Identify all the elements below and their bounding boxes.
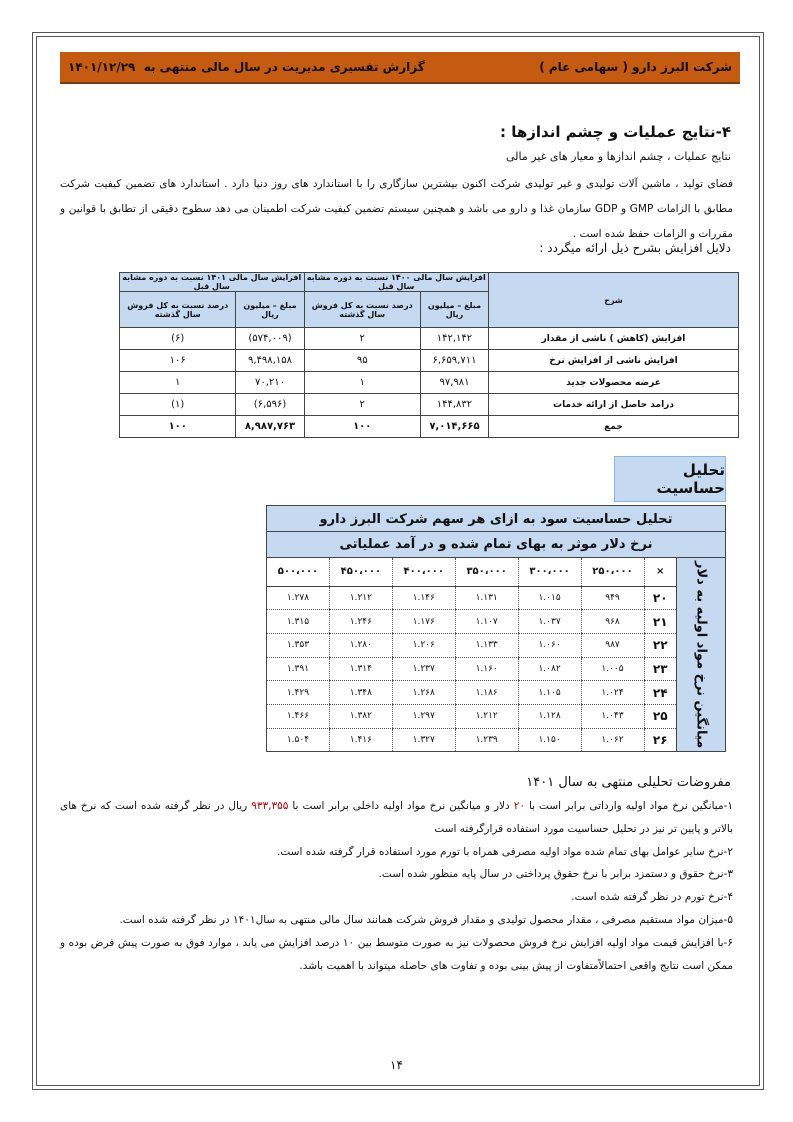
assumptions-list (60, 795, 733, 977)
sensitivity-cell: ۹۶۸ (581, 610, 644, 634)
sensitivity-cell: ۹۸۷ (581, 633, 644, 657)
sensitivity-cell: ۹۴۹ (581, 586, 644, 610)
sensitivity-cell: ۱.۱۳۳ (455, 633, 518, 657)
row-header: ۲۳ (644, 657, 676, 681)
sensitivity-cell: ۱.۳۱۵ (267, 610, 330, 634)
table-row: افزایش ناشی از افزایش نرخ ۶,۶۵۹,۷۱۱ ۹۵ ۹,۴۹۸,۱۵۸ ۱۰۶ (120, 350, 739, 372)
table-row (267, 657, 677, 681)
col-header: ۴۵۰،۰۰۰ (329, 558, 392, 586)
col-desc: شرح (489, 273, 739, 328)
col-header: ۵۰۰،۰۰۰ (267, 558, 330, 586)
usd-rate: ۲۰ (513, 800, 525, 812)
sensitivity-cell: ۱.۲۰۶ (392, 633, 455, 657)
sensitivity-cell: ۱.۳۸۲ (329, 704, 392, 728)
company-name: شرکت البرز دارو ( سهامی عام ) (539, 60, 732, 74)
col-amount-1401: مبلغ – میلیون ریال (236, 292, 304, 328)
row-header: ۲۰ (644, 586, 676, 610)
table-row (267, 633, 677, 657)
sensitivity-cell: ۱.۰۱۵ (518, 586, 581, 610)
group-1400: افزایش سال مالی ۱۴۰۰ نسبت به دوره مشابه سال قبل (304, 273, 488, 292)
page-header (60, 52, 740, 84)
assumption-item: ۴-نرخ تورم در نظر گرفته شده است. (571, 891, 733, 904)
sensitivity-row-axis (676, 558, 726, 752)
assumption-item: ۵-میزان مواد مستقیم مصرفی ، مقدار محصول تولیدی و مقدار فروش شرکت همانند سال مالی منتهی به سال۱۴۰۱ در نظر گرفته شده است. (119, 913, 733, 926)
sensitivity-header-row (267, 558, 677, 586)
sensitivity-cell: ۱.۲۴۶ (329, 610, 392, 634)
table-row (267, 586, 677, 610)
increase-table (119, 272, 739, 438)
sensitivity-cell: ۱.۱۲۸ (518, 704, 581, 728)
sensitivity-cell: ۱.۲۷۸ (267, 586, 330, 610)
row-header: ۲۱ (644, 610, 676, 634)
sensitivity-row-axis-title: میانگین نرخ مواد اولیه به دلار (693, 561, 709, 749)
assumption-item: ۱-میانگین نرخ مواد اولیه وارداتی برابر است با ۲۰ دلار و میانگین نرخ مواد اولیه داخلی برابر است با ۹۳۳,۳۵۵ ریال در نظر گرفته شده است که نرخ های بالاتر و پایین تر نیز در تحلیل حساسیت مورد استفاده قرارگرفته است (60, 800, 734, 835)
sensitivity-cell: ۱.۰۴۳ (581, 704, 644, 728)
sensitivity-cell: ۱.۳۱۴ (329, 657, 392, 681)
col-amount-1400: مبلغ – میلیون ریال (420, 292, 488, 328)
table-row: درامد حاصل از ارائه خدمات ۱۴۴,۸۳۲ ۲ (۶,۵۹۶) (۱) (120, 394, 739, 416)
reasons-intro: دلایل افزایش بشرح ذیل ارائه میگردد : (539, 241, 731, 255)
row-header: ۲۶ (644, 728, 676, 752)
report-title: گزارش تفسیری مدیریت در سال مالی منتهی به ۱۴۰۱/۱۲/۲۹ (68, 60, 425, 74)
sensitivity-cell: ۱.۳۹۱ (267, 657, 330, 681)
sensitivity-cell: ۱.۱۵۰ (518, 728, 581, 752)
col-header: ۴۰۰،۰۰۰ (392, 558, 455, 586)
sensitivity-cell: ۱.۳۲۷ (392, 728, 455, 752)
sensitivity-cell: ۱.۴۲۹ (267, 681, 330, 705)
section-paragraph: فضای تولید ، ماشین آلات تولیدی و غیر تولیدی شرکت اکنون بیشترین سازگاری را با استاندارد های روز دنیا دارد . استاندارد های تضمین کیفیت شرکت مطابق با الزامات GMP و GDP سازمان غذا و دارو می باشد و همچنین سیستم تضمین کیفیت شرکت اطمینان می دهد سطوح دقیقی از تطابق با قوانین و مقررات و الزامات حفظ شده است . (60, 178, 734, 240)
col-percent-1400: درصد نسبت به کل فروش سال گذشته (304, 292, 420, 328)
sensitivity-grid (266, 558, 676, 752)
sensitivity-cell: ۱.۲۸۰ (329, 633, 392, 657)
corner-cell: × (644, 558, 676, 586)
page-number: ۱۴ (390, 1058, 403, 1072)
sensitivity-cell: ۱.۱۰۵ (518, 681, 581, 705)
col-percent-1401: درصد نسبت به کل فروش سال گذشته (120, 292, 236, 328)
sensitivity-cell: ۱.۱۸۶ (455, 681, 518, 705)
sensitivity-cell: ۱.۲۳۹ (455, 728, 518, 752)
sensitivity-cell: ۱.۱۰۷ (455, 610, 518, 634)
group-1401: افزایش سال مالی ۱۴۰۱ نسبت به دوره مشابه سال قبل (120, 273, 305, 292)
sensitivity-cell: ۱.۱۴۶ (392, 586, 455, 610)
col-header: ۳۵۰،۰۰۰ (455, 558, 518, 586)
row-header: ۲۴ (644, 681, 676, 705)
sensitivity-cell: ۱.۲۱۲ (329, 586, 392, 610)
table-row: افزایش (کاهش ) ناشی از مقدار ۱۴۲,۱۴۲ ۲ (۵۷۴,۰۰۹) (۶) (120, 328, 739, 350)
assumption-item: ۲-نرخ سایر عوامل بهای تمام شده مواد اولیه مصرفی همراه با تورم مورد استفاده قرار گرفته شده است. (277, 845, 733, 858)
section-subtitle: نتایج عملیات ، چشم اندازها و معیار های غیر مالی (505, 150, 731, 163)
table-row (267, 728, 677, 752)
sensitivity-cell: ۱.۰۲۴ (581, 681, 644, 705)
sensitivity-cell: ۱.۰۶۰ (518, 633, 581, 657)
sensitivity-cell: ۱.۲۶۸ (392, 681, 455, 705)
sensitivity-title-box: تحلیل حساسیت (614, 456, 726, 502)
assumption-item: ۶-با افزایش قیمت مواد اولیه افزایش نرخ فروش محصولات نیز به صورت متوسط بین ۱۰ درصد افزایش می یابد ، موارد فوق به صورت پیش فرض بوده و ممکن است نتایج واقعی احتمالاًمتفاوت از پیش بینی بوده و تفاوت های حاصله میتواند با اهمیت باشد. (60, 936, 733, 972)
sensitivity-cell: ۱.۰۰۵ (581, 657, 644, 681)
sensitivity-cell: ۱.۱۶۰ (455, 657, 518, 681)
col-header: ۲۵۰،۰۰۰ (581, 558, 644, 586)
sensitivity-cell: ۱.۲۹۷ (392, 704, 455, 728)
report-date: ۱۴۰۱/۱۲/۲۹ (68, 60, 136, 74)
col-header: ۳۰۰،۰۰۰ (518, 558, 581, 586)
assumptions-title: مفروضات تحلیلی منتهی به سال ۱۴۰۱ (526, 775, 731, 790)
table-row: عرضه محصولات جدید ۹۷,۹۸۱ ۱ ۷۰,۲۱۰ ۱ (120, 372, 739, 394)
row-header: ۲۵ (644, 704, 676, 728)
sensitivity-cell: ۱.۲۱۲ (455, 704, 518, 728)
sensitivity-cell: ۱.۳۴۸ (329, 681, 392, 705)
table-row (267, 704, 677, 728)
sensitivity-table-title: تحلیل حساسیت سود به ازای هر سهم شرکت البرز دارو (266, 505, 726, 532)
assumption-item: ۳-نرخ حقوق و دستمزد برابر با نرخ حقوق پرداختی در سال پایه منظور شده است. (378, 868, 733, 881)
sensitivity-cell: ۱.۵۰۴ (267, 728, 330, 752)
table-row (267, 681, 677, 705)
sensitivity-cell: ۱.۲۳۷ (392, 657, 455, 681)
sensitivity-table (266, 505, 726, 752)
sensitivity-cell: ۱.۰۶۲ (581, 728, 644, 752)
table-row (267, 610, 677, 634)
sensitivity-cell: ۱.۱۷۶ (392, 610, 455, 634)
sensitivity-cell: ۱.۴۱۶ (329, 728, 392, 752)
section-title: ۴-نتایج عملیات و چشم اندازها : (500, 123, 731, 141)
sensitivity-cell: ۱.۴۶۶ (267, 704, 330, 728)
sensitivity-cell: ۱.۰۳۷ (518, 610, 581, 634)
sensitivity-cell: ۱.۰۸۲ (518, 657, 581, 681)
rial-rate: ۹۳۳,۳۵۵ (251, 800, 289, 812)
row-header: ۲۲ (644, 633, 676, 657)
sensitivity-cell: ۱.۳۵۳ (267, 633, 330, 657)
table-total-row: جمع ۷,۰۱۴,۶۶۵ ۱۰۰ ۸,۹۸۷,۷۶۳ ۱۰۰ (120, 416, 739, 438)
sensitivity-cell: ۱.۱۳۱ (455, 586, 518, 610)
sensitivity-col-axis-title: نرخ دلار موثر به بهای تمام شده و در آمد عملیاتی (266, 532, 726, 558)
